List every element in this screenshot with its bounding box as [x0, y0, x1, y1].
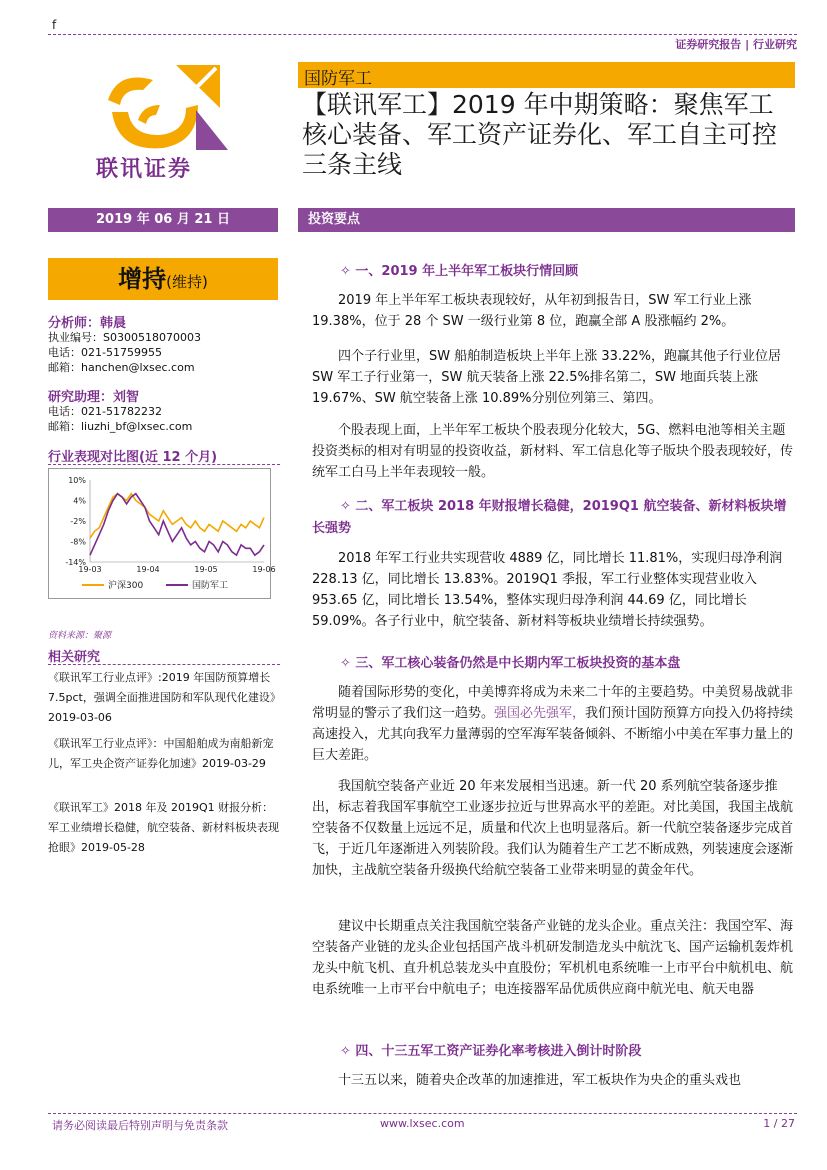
section-3-text: 我们预计国防预算方向投入仍将持续高速投入，尤其向我军力量薄弱的空军海军装备倾斜、不断缩小中美在军事力量上的巨大差距。 [312, 706, 794, 763]
assistant-phone: 电话：021-51782232 [48, 405, 162, 418]
section-1-paragraph: 个股表现上面，上半年军工板块个股表现分化较大，5G、燃料电池等相关主题投资类标的相对有明显的投资收益，新材料、军工信息化等子版块个股表现较好，传统军工白马上半年表现较一般。 [312, 423, 794, 480]
related-item[interactable]: 《联讯军工》2018 年及 2019Q1 财报分析：军工业绩增长稳健，航空装备、新材料板块表现抢眼》2019-05-28 [48, 801, 279, 854]
assistant-info [48, 404, 192, 434]
legend-label: 沪深300 [108, 581, 144, 591]
section-3-paragraph: 我国航空装备产业近 20 年来发展相当迅速。新一代 20 系列航空装备逐步推出，标志着我国军事航空工业逐步拉近与世界高水平的差距。对比美国，我国主战航空装备不仅数量上远远不足，质量和代次上也明显落后。新一代航空装备逐步完成首飞，于近几年逐渐进入列装阶段。我们认为随着生产工艺不断成熟，列装速度会逐渐加快，主战航空装备升级换代给航空装备工业带来明显的黄金年代。 [312, 779, 794, 878]
section-1-paragraph: 四个子行业里，SW 船舶制造板块上半年上涨 33.22%，跑赢其他子行业位居 SW 军工子行业第一，SW 航天装备上涨 22.5%排名第二，SW 地面兵装上涨 19.67%、SW 航空装备上涨 10.89%分别位列第三、第四。 [312, 349, 781, 406]
y-tick-label: 10% [68, 476, 86, 485]
x-tick-label: 19-04 [136, 565, 160, 574]
company-name: 联讯证券 [96, 156, 193, 182]
chart-title: 行业表现对比图(近 12 个月) [48, 450, 218, 465]
report-date: 2019 年 06 月 21 日 [48, 208, 278, 232]
x-tick-label: 19-05 [194, 565, 218, 574]
related-item[interactable]: 《联讯军工行业点评》:2019 年国防预算增长 7.5pct，强调全面推进国防和军队现代化建设》2019-03-06 [48, 671, 276, 724]
rating: 增持 [118, 265, 167, 293]
section-2-paragraph: 2018 年军工行业共实现营收 4889 亿，同比增长 11.81%，实现归母净利润 228.13 亿，同比增长 13.83%。2019Q1 季报，军工行业整体实现营业收入 953.65 亿，同比增长 13.54%，整体实现归母净利润 44.69 亿，同比增长 59.09%。各子行业中，航空装备、新材料等板块业绩增长持续强势。 [312, 551, 783, 629]
sector-label: 国防军工 [304, 69, 372, 89]
performance-chart [48, 468, 280, 624]
related-item[interactable]: 《联讯军工行业点评》：中国船舶成为南船新宠儿，军工央企资产证券化加速》2019-03-29 [48, 737, 274, 770]
section-3-highlight: 强国必先强军， [494, 706, 586, 721]
y-tick-label: -2% [70, 517, 86, 526]
analyst-phone: 电话：021-51759955 [48, 346, 162, 359]
y-tick-label: -8% [70, 537, 86, 547]
company-logo-icon [98, 60, 228, 160]
assistant-email[interactable]: 邮箱：liuzhi_bf@lxsec.com [48, 420, 193, 433]
section-1-title: ✧ 一、2019 年上半年军工板块行情回顾 [340, 264, 579, 279]
section-3-paragraph [312, 682, 796, 766]
related-research-title: 相关研究 [48, 650, 101, 665]
page-number: 1 / 27 [763, 1117, 795, 1130]
rating-box [48, 258, 278, 300]
chart-source: 资料来源：聚源 [48, 631, 112, 641]
section-3-paragraph: 建议中长期重点关注我国航空装备产业链的龙头企业。重点关注：我国空军、海空装备产业链的龙头企业包括国产战斗机研发制造龙头中航沈飞、国产运输机轰炸机龙头中航飞机、直升机总装龙头中直股份；军机机电系统唯一上市平台中航机电、航电系统唯一上市平台中航电子；电连接器军品优质供应商中航光电、航天电器 [312, 919, 794, 997]
corner-mark: f [52, 18, 57, 32]
analyst-name: 分析师：韩晨 [48, 316, 127, 331]
header-divider [48, 34, 797, 35]
section-3-title: ✧ 三、军工核心装备仍然是中长期内军工板块投资的基本盘 [340, 656, 681, 671]
analyst-info [48, 330, 201, 375]
chart-title-divider [48, 464, 280, 465]
report-title: 【联讯军工】2019 年中期策略：聚焦军工核心装备、军工资产证券化、军工自主可控三条主线 [302, 90, 778, 179]
analyst-id: 执业编号：S0300518070003 [48, 331, 201, 344]
section-4-paragraph: 十三五以来，随着央企改革的加速推进，军工板块作为央企的重头戏也 [338, 1073, 742, 1088]
report-tag: 证券研究报告 | 行业研究 [675, 38, 797, 51]
section-2-title: ✧ 二、军工板块 2018 年财报增长稳健，2019Q1 航空装备、新材料板块增长强势 [312, 499, 787, 536]
related-divider [48, 664, 280, 665]
analyst-email[interactable]: 邮箱：hanchen@lxsec.com [48, 361, 195, 374]
legend-label: 国防军工 [192, 581, 229, 591]
section-4-title: ✧ 四、十三五军工资产证券化率考核进入倒计时阶段 [340, 1044, 642, 1059]
section-header-key-points: 投资要点 [298, 208, 795, 232]
assistant-name: 研究助理：刘智 [48, 390, 140, 405]
y-tick-label: -14% [65, 558, 86, 567]
rating-note: (维持) [166, 273, 208, 291]
x-tick-label: 19-03 [78, 565, 102, 574]
footer-disclaimer[interactable]: 请务必阅读最后特别声明与免责条款 [52, 1119, 228, 1132]
footer-divider [48, 1113, 797, 1114]
section-3-text: 随着国际形势的变化，中美博弈将成为未来二十年的主要趋势。中美贸易战就非常明显的警示了我们这一趋势。 [312, 685, 794, 721]
section-1-paragraph: 2019 年上半年军工板块表现较好，从年初到报告日，SW 军工行业上涨 19.38%，位于 28 个 SW 一级行业第 8 位，跑赢全部 A 股涨幅约 2%。 [312, 293, 752, 329]
sector-bar [298, 62, 795, 88]
footer-website[interactable]: www.lxsec.com [380, 1117, 465, 1130]
y-tick-label: 4% [73, 496, 86, 506]
x-tick-label: 19-06 [252, 565, 276, 574]
